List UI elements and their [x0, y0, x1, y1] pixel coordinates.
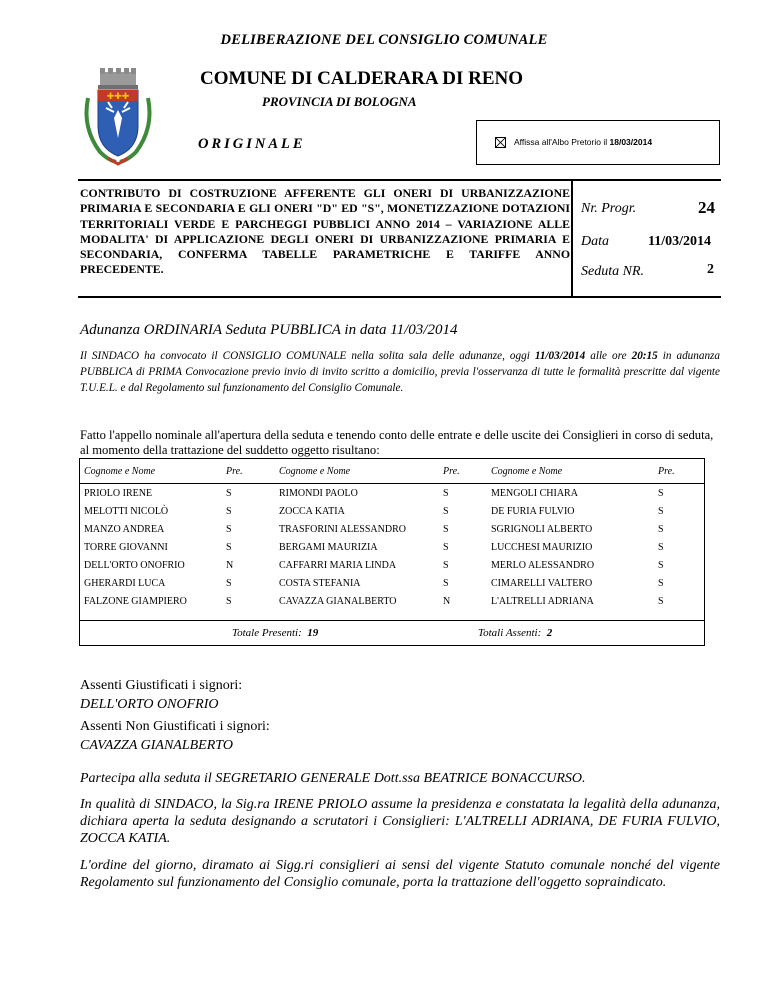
- consigliere-name: RIMONDI PAOLO: [279, 487, 358, 499]
- col-header-pre: Pre.: [226, 465, 243, 477]
- table-row: [79, 574, 705, 592]
- assenti-non-giustificati-value: CAVAZZA GIANALBERTO: [80, 738, 233, 753]
- consigliere-name: CAFFARRI MARIA LINDA: [279, 559, 397, 571]
- data-value: 11/03/2014: [648, 234, 712, 249]
- table-row: [79, 502, 705, 520]
- qualita-text: In qualità di SINDACO, la Sig.ra IRENE PRIOLO assume la presidenza e constatata la legalità della adunanza, dichiara aperta la seduta designando a scrutatori i Consiglieri: L'ALTRELLI ADRIANA, DE FURIA FULVIO, ZOCCA KATIA.: [80, 797, 720, 846]
- table-row: [79, 556, 705, 574]
- affissa-text: Affissa all'Albo Pretorio il 18/03/2014: [514, 137, 653, 147]
- presence-value: S: [658, 487, 664, 499]
- presence-value: S: [658, 505, 664, 517]
- assenti-giustificati-value: DELL'ORTO ONOFRIO: [80, 697, 219, 712]
- consigliere-name: MANZO ANDREA: [84, 523, 165, 535]
- consigliere-name: TORRE GIOVANNI: [84, 541, 168, 553]
- nr-progr-label: Nr. Progr.: [581, 201, 637, 216]
- presence-value: S: [658, 523, 664, 535]
- assenti-giustificati-label: Assenti Giustificati i signori:: [80, 678, 243, 693]
- consigliere-name: COSTA STEFANIA: [279, 577, 361, 589]
- consigliere-name: MENGOLI CHIARA: [491, 487, 578, 499]
- presence-value: S: [226, 505, 232, 517]
- presence-table: [79, 458, 705, 610]
- presence-value: S: [443, 523, 449, 535]
- presence-value: S: [658, 595, 664, 607]
- presence-value: S: [658, 541, 664, 553]
- col-header-name: Cognome e Nome: [491, 465, 563, 477]
- totale-presenti: Totale Presenti: 19: [232, 627, 319, 639]
- presence-value: S: [658, 577, 664, 589]
- table-header-rule: [79, 483, 705, 484]
- seduta-label: Seduta NR.: [581, 264, 644, 279]
- consigliere-name: DELL'ORTO ONOFRIO: [84, 559, 185, 571]
- presence-value: S: [226, 595, 232, 607]
- presence-value: S: [443, 505, 449, 517]
- top-rule: [78, 179, 721, 181]
- presence-value: S: [658, 559, 664, 571]
- table-row: [79, 538, 705, 556]
- consigliere-name: CIMARELLI VALTERO: [491, 577, 593, 589]
- checkmark-x-icon: [496, 138, 505, 147]
- consigliere-name: MELOTTI NICOLÒ: [84, 505, 169, 517]
- consigliere-name: ZOCCA KATIA: [279, 505, 345, 517]
- seduta-value: 2: [707, 262, 714, 277]
- presence-value: S: [226, 577, 232, 589]
- presence-value: S: [226, 523, 232, 535]
- presence-value: S: [443, 487, 449, 499]
- consigliere-name: SGRIGNOLI ALBERTO: [491, 523, 593, 535]
- col-header-name: Cognome e Nome: [279, 465, 351, 477]
- table-footer-rule: [79, 620, 705, 621]
- consigliere-name: TRASFORINI ALESSANDRO: [279, 523, 406, 535]
- document-title: DELIBERAZIONE DEL CONSIGLIO COMUNALE: [220, 32, 548, 48]
- provincia-name: PROVINCIA DI BOLOGNA: [262, 94, 417, 109]
- appello-text: Fatto l'appello nominale all'apertura della seduta e tenendo conto delle entrate e delle uscite dei Consiglieri in corso di seduta, al momento della trattazione del suddetto oggetto risultano:: [80, 428, 714, 457]
- presence-value: N: [443, 595, 451, 607]
- partecipa-text: Partecipa alla seduta il SEGRETARIO GENERALE Dott.ssa BEATRICE BONACCURSO.: [80, 771, 586, 786]
- col-header-pre: Pre.: [443, 465, 460, 477]
- consigliere-name: BERGAMI MAURIZIA: [279, 541, 378, 553]
- coat-of-arms-icon: [78, 68, 158, 166]
- convocazione-text: Il SINDACO ha convocato il CONSIGLIO COMUNALE nella solita sala delle adunanze, oggi 11/03/2014 alle ore 20:15 in adunanza PUBBLICA di PRIMA Convocazione previo invio di invito scritto a domicilio, previa l'osservanza di tutte le formalità prescritte dal vigente T.U.E.L. e dal Regolamento sul funzionamento del Consiglio Comunale.: [80, 350, 720, 394]
- presence-value: S: [443, 559, 449, 571]
- presence-value: S: [226, 487, 232, 499]
- col-header-name: Cognome e Nome: [84, 465, 156, 477]
- comune-name: COMUNE DI CALDERARA DI RENO: [200, 68, 524, 89]
- totali-assenti: Totali Assenti: 2: [478, 627, 553, 639]
- bottom-rule: [78, 296, 721, 298]
- oggetto-text: CONTRIBUTO DI COSTRUZIONE AFFERENTE GLI ONERI DI URBANIZZAZIONE PRIMARIA E SECONDARIA E GLI ONERI "D" ED "S", MONETIZZAZIONE DOTAZIONI TERRITORIALI VERDE E PARCHEGGI PUBBLICI ANNO 2014 – VARIAZIONE ALLE MODALITA' DI APPLICAZIONE DEGLI ONERI DI URBANIZZAZIONE PRIMARIA E SECONDARIA, CONFERMA TABELLE PARAMETRICHE E TARIFFE ANNO PRECEDENTE.: [80, 186, 570, 277]
- presence-value: S: [443, 577, 449, 589]
- consigliere-name: FALZONE GIAMPIERO: [84, 595, 187, 607]
- consigliere-name: GHERARDI LUCA: [84, 577, 166, 589]
- vertical-rule: [571, 179, 573, 298]
- assenti-non-giustificati-label: Assenti Non Giustificati i signori:: [80, 719, 270, 734]
- consigliere-name: PRIOLO IRENE: [84, 487, 153, 499]
- consigliere-name: MERLO ALESSANDRO: [491, 559, 595, 571]
- table-row: [79, 592, 705, 610]
- data-label: Data: [581, 234, 609, 249]
- presence-value: N: [226, 559, 234, 571]
- nr-progr-value: 24: [698, 198, 715, 217]
- affissa-checkbox[interactable]: [495, 137, 506, 148]
- adunanza-line: Adunanza ORDINARIA Seduta PUBBLICA in data 11/03/2014: [80, 322, 458, 338]
- table-row: [79, 484, 705, 502]
- consigliere-name: CAVAZZA GIANALBERTO: [279, 595, 397, 607]
- table-row: [79, 520, 705, 538]
- presence-value: S: [226, 541, 232, 553]
- consigliere-name: DE FURIA FULVIO: [491, 505, 575, 517]
- consigliere-name: L'ALTRELLI ADRIANA: [491, 595, 594, 607]
- ordine-text: L'ordine del giorno, diramato ai Sigg.ri consiglieri ai sensi del vigente Statuto comunale nonché del vigente Regolamento sul funzionamento del Consiglio comunale, porta la trattazione dell'oggetto sopraindicato.: [80, 858, 720, 890]
- presence-value: S: [443, 541, 449, 553]
- svg-text:✚✚✚: ✚✚✚: [106, 92, 130, 102]
- consigliere-name: LUCCHESI MAURIZIO: [491, 541, 593, 553]
- original-label: ORIGINALE: [198, 136, 306, 152]
- col-header-pre: Pre.: [658, 465, 675, 477]
- table-header-row: [79, 458, 705, 484]
